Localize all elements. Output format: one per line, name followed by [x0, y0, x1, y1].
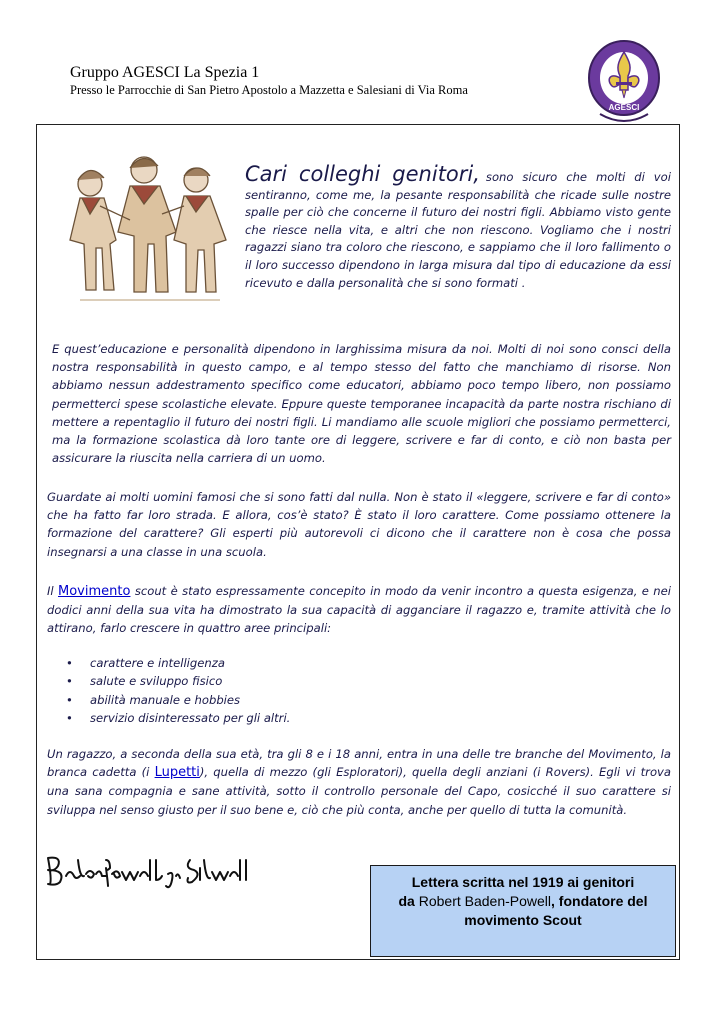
agesci-logo-icon [586, 38, 662, 124]
paragraph-branches-start: Un ragazzo, a seconda della sua età, tra gli 8 e i 18 anni, entra in una delle tre branche del Movimento, la branca cadetta (i [47, 747, 671, 780]
signature-icon [44, 850, 256, 892]
list-item: • abilità manuale e hobbies [66, 692, 241, 707]
author-name: Robert Baden-Powell [418, 893, 552, 909]
list-item: • salute e sviluppo fisico [66, 674, 223, 689]
header-title: Gruppo AGESCI La Spezia 1 [70, 64, 260, 81]
intro-text: sono sicuro che molti di voi sentiranno, come me, la pesante responsabilità che ricade sulle nostre spalle per ciò che concerne il futuro dei nostri figli. Abbiamo visto gente che riesce nella vita, e altri che non riescono. Vogliamo che i nostri ragazzi siano tra coloro che riescono, e sappiamo che il loro fallimento o il loro successo dipendono in larga misura dal tipo di educazione da essi ricevuto e dalla personalità che si sono formati . [245, 170, 671, 290]
header-subtitle: Presso le Parrocchie di San Pietro Apostolo a Mazzetta e Salesiani di Via Roma [70, 83, 468, 97]
lupetti-link[interactable]: Lupetti [154, 765, 200, 781]
paragraph-movement-start: Il [47, 584, 54, 598]
letter-info-box [370, 865, 676, 957]
letter-info-line1: Lettera scritta nel 1919 ai genitori [411, 874, 635, 890]
paragraph-character: Guardate ai molti uomini famosi che si sono fatti dal nulla. Non è stato il «leggere, scrivere e far di conto» che ha fatto far loro strada. E allora, cos’è stato? È stato il loro carattere. Come possiamo ottenere la formazione del carattere? Gli esperti più autorevoli ci dicono che il carattere non è cosa che possa insegnarsi a una classe in una scuola. [47, 490, 671, 559]
movimento-link[interactable]: Movimento [58, 584, 131, 599]
scouts-illustration-icon [50, 140, 238, 312]
paragraph-branches [47, 745, 671, 819]
letter-info-line3: movimento Scout [464, 912, 582, 928]
list-item: • carattere e intelligenza [66, 656, 225, 670]
paragraph-branches-end: ), quella di mezzo (gli Esploratori), quella degli anziani (i Rovers). Egli vi trova una sana compagnia e sane attività, sotto il controllo personale del Capo, cosicché il suo carattere si sviluppa nel senso giusto per il suo bene e, ciò che più conta, anche per quello di tutta la comunità. [47, 765, 671, 817]
areas-list [66, 654, 626, 727]
paragraph-movement [47, 582, 671, 638]
logo-text: AGESCI [608, 103, 640, 112]
greeting: Cari colleghi genitori, [245, 162, 480, 186]
paragraph-education: E quest’educazione e personalità dipendono in larghissima misura da noi. Molti di noi sono consci della nostra responsabilità in questo campo, e al tempo stesso del fatto che manchiamo di risorse. Non abbiamo nessun addestramento specifico come educatori, abbiamo poco tempo libero, non possiamo permetterci spese scolastiche elevate. Eppure queste temporanee incapacità da parte nostra rischiano di mettere a repentaglio il futuro dei nostri figli. Li mandiamo alle scuole migliori che possiamo permetterci, ma la formazione scolastica dà loro tante ore di leggere, scrivere e far di conto, e ciò non basta per assicurare la riuscita nella carriera di un uomo. [52, 342, 671, 466]
list-item: • servizio disinteressato per gli altri. [66, 710, 291, 725]
paragraph-movement-end: scout è stato espressamente concepito in modo da venir incontro a questa esigenza, e nei dodici anni della sua vita ha dimostrato la sua capacità di agganciare il ragazzo e, tramite attività che lo attirano, farlo crescere in quattro aree principali: [47, 584, 672, 636]
intro-paragraph [245, 162, 671, 292]
letter-info-line2: da Robert Baden-Powell, fondatore del [398, 893, 648, 909]
